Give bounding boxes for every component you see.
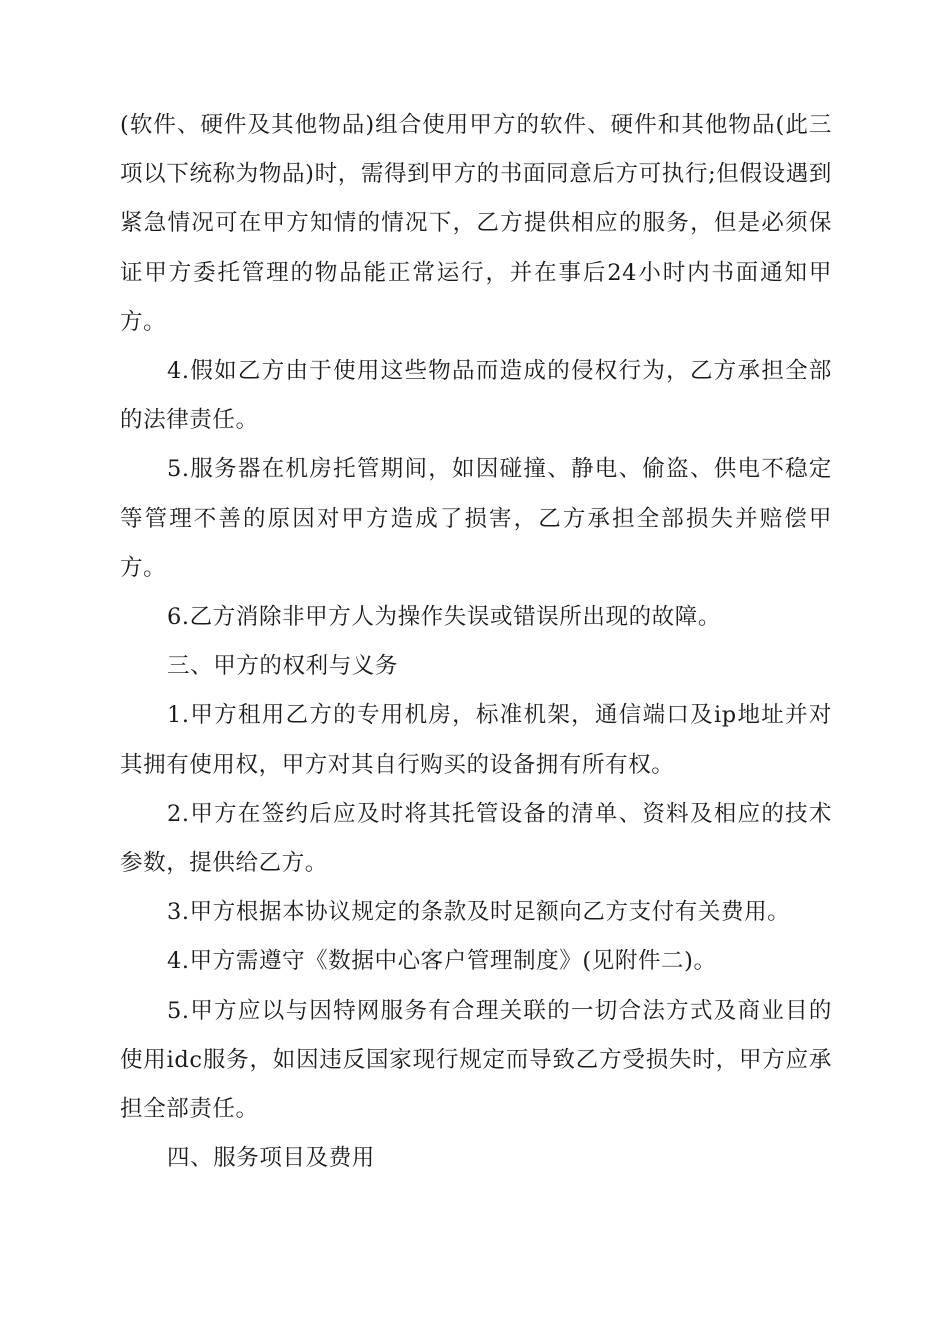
paragraph-clause-6-faults: 6.乙方消除非甲方人为操作失误或错误所出现的故障。 (167, 604, 721, 631)
section-heading-party-a-rights: 三、甲方的权利与义务 (167, 653, 399, 680)
paragraph-party-a-clause-4: 4.甲方需遵守《数据中心客户管理制度》(见附件二)。 (167, 948, 717, 975)
paragraph-clause-4-infringement: 4.假如乙方由于使用这些物品而造成的侵权行为，乙方承担全部的法律责任。 (120, 358, 832, 434)
paragraph-party-a-clause-2: 2.甲方在签约后应及时将其托管设备的清单、资料及相应的技术参数，提供给乙方。 (120, 800, 832, 877)
paragraph-party-a-clause-1: 1.甲方租用乙方的专用机房，标准机架，通信端口及ip地址并对其拥有使用权，甲方对其自行购买的设备拥有所有权。 (120, 702, 832, 778)
paragraph-party-a-clause-5: 5.甲方应以与因特网服务有合理关联的一切合法方式及商业目的使用idc服务，如因违反国家现行规定而导致乙方受损失时，甲方应承担全部责任。 (120, 997, 832, 1123)
document-page (120, 101, 832, 1183)
section-heading-services-fees: 四、服务项目及费用 (167, 1145, 375, 1172)
paragraph-continuation: (软件、硬件及其他物品)组合使用甲方的软件、硬件和其他物品(此三项以下统称为物品)时，需得到甲方的书面同意后方可执行;但假设遇到紧急情况可在甲方知情的情况下，乙方提供相应的服务，但是必须保证甲方委托管理的物品能正常运行，并在事后24小时内书面通知甲方。 (120, 112, 832, 335)
paragraph-clause-5-damage: 5.服务器在机房托管期间，如因碰撞、静电、偷盗、供电不稳定等管理不善的原因对甲方造成了损害，乙方承担全部损失并赔偿甲方。 (120, 456, 832, 581)
paragraph-party-a-clause-3: 3.甲方根据本协议规定的条款及时足额向乙方支付有关费用。 (167, 899, 791, 926)
